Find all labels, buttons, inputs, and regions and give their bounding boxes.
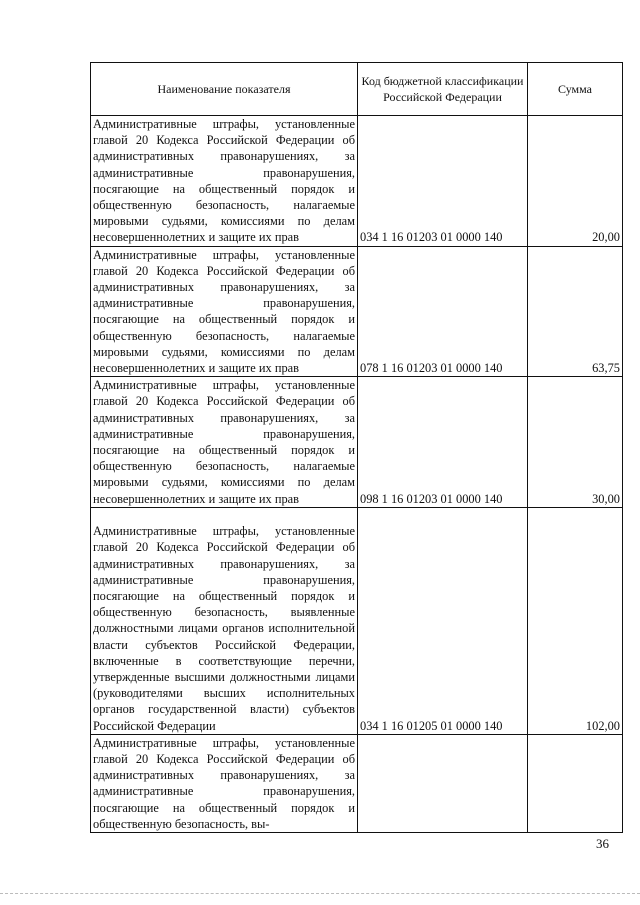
row-name: Административные штрафы, установленные главой 20 Кодекса Российской Федерации об административных правонарушениях, за административные правонарушения, посягающие на общественный порядок и общественную безопасность, выявленные должностными лицами органов исполнительной власти субъектов Российской Федерации, включенные в соответствующие перечни, утвержденные высшими должностными лицами (руководителями высших исполнительных органов государственной власти) субъектов Российской Федерации (91, 507, 358, 734)
row-name: Административные штрафы, установленные главой 20 Кодекса Российской Федерации об административных правонарушениях, за административные правонарушения, посягающие на общественный порядок и общественную безопасность, налагаемые мировыми судьями, комиссиями по делам несовершеннолетних и защите их прав (91, 377, 358, 508)
row-code: 098 1 16 01203 01 0000 140 (358, 377, 528, 508)
table-row (91, 734, 623, 832)
row-sum: 102,00 (528, 507, 623, 734)
table-row (91, 507, 623, 734)
row-sum: 63,75 (528, 246, 623, 377)
budget-table (90, 62, 623, 833)
row-name: Административные штрафы, установленные главой 20 Кодекса Российской Федерации об административных правонарушениях, за административные правонарушения, посягающие на общественный порядок и общественную безопасность, налагаемые мировыми судьями, комиссиями по делам несовершеннолетних и защите их прав (91, 116, 358, 247)
page-edge-divider (0, 893, 640, 894)
row-sum: 30,00 (528, 377, 623, 508)
page-number: 36 (596, 836, 609, 851)
table-row (91, 377, 623, 508)
row-code: 034 1 16 01203 01 0000 140 (358, 116, 528, 247)
table-row (91, 246, 623, 377)
table-header-row (91, 63, 623, 116)
table-row (91, 116, 623, 247)
row-sum (528, 734, 623, 832)
header-code: Код бюджетной классификации Российской Федерации (358, 63, 528, 116)
header-name: Наименование показателя (91, 63, 358, 116)
row-code: 034 1 16 01205 01 0000 140 (358, 507, 528, 734)
row-name: Административные штрафы, установленные главой 20 Кодекса Российской Федерации об административных правонарушениях, за административные правонарушения, посягающие на общественный порядок и общественную безопасность, вы- (91, 734, 358, 832)
row-sum: 20,00 (528, 116, 623, 247)
header-sum: Сумма (528, 63, 623, 116)
row-name: Административные штрафы, установленные главой 20 Кодекса Российской Федерации об административных правонарушениях, за административные правонарушения, посягающие на общественный порядок и общественную безопасность, налагаемые мировыми судьями, комиссиями по делам несовершеннолетних и защите их прав (91, 246, 358, 377)
row-code (358, 734, 528, 832)
row-code: 078 1 16 01203 01 0000 140 (358, 246, 528, 377)
